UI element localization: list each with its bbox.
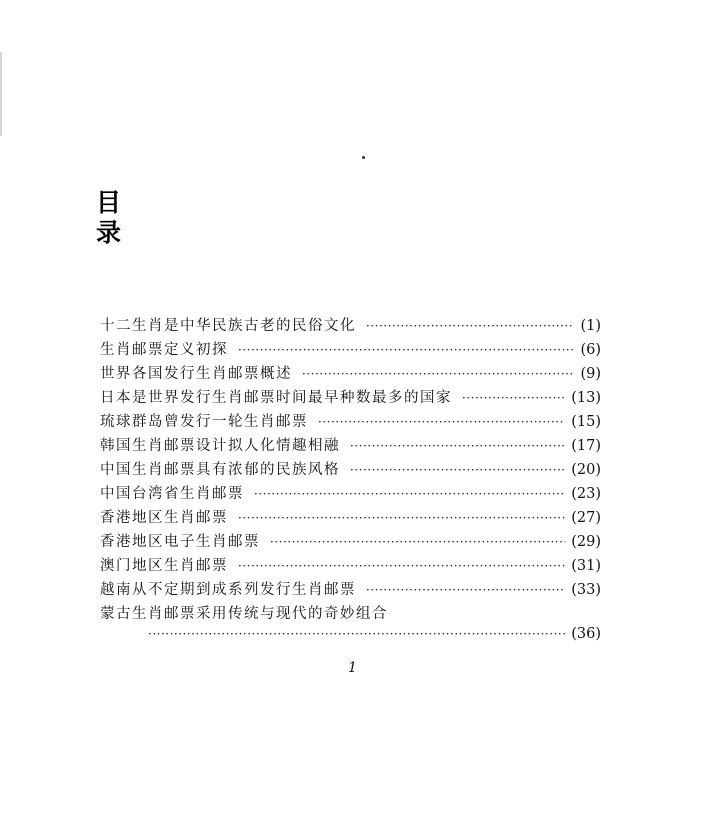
toc-entry-page: (1) — [580, 318, 601, 334]
toc-entry-page: (33) — [571, 582, 601, 598]
toc-entry — [100, 530, 601, 554]
toc-entry — [100, 458, 601, 482]
toc-entry — [100, 602, 601, 650]
toc-entry — [100, 338, 601, 362]
toc-entry-page: (36) — [571, 626, 601, 642]
dot-leader — [238, 511, 565, 525]
toc-entry-page: (13) — [571, 390, 601, 406]
toc-entry-title: 香港地区电子生肖邮票 — [100, 534, 260, 550]
toc-entry — [100, 554, 601, 578]
dot-leader — [254, 487, 565, 501]
dot-leader — [302, 367, 574, 381]
dot-leader — [366, 583, 565, 597]
dot-leader — [350, 439, 565, 453]
dot-leader — [462, 391, 565, 405]
toc-entry-page: (6) — [580, 342, 601, 358]
toc-entry-page: (17) — [571, 438, 601, 454]
toc-entry — [100, 386, 601, 410]
toc-entry — [100, 362, 601, 386]
dot-leader — [270, 535, 565, 549]
toc-entry — [100, 578, 601, 602]
toc-entry-title: 琉球群岛曾发行一轮生肖邮票 — [100, 414, 308, 430]
toc-entry-continuation — [148, 626, 601, 650]
toc-entry-title: 韩国生肖邮票设计拟人化情趣相融 — [100, 438, 340, 454]
toc-entry-title: 日本是世界发行生肖邮票时间最早种数最多的国家 — [100, 390, 452, 406]
toc-entry — [100, 506, 601, 530]
dot-leader — [238, 343, 574, 357]
page-number: 1 — [348, 660, 357, 676]
toc-entry-page: (20) — [571, 462, 601, 478]
toc-entry-page: (31) — [571, 558, 601, 574]
toc-heading-char-2: 录 — [96, 218, 122, 247]
toc-entry-title: 世界各国发行生肖邮票概述 — [100, 366, 292, 382]
toc-entry-title: 蒙古生肖邮票采用传统与现代的奇妙组合 — [100, 606, 388, 622]
toc-entry — [100, 482, 601, 506]
toc-entry-page: (29) — [571, 534, 601, 550]
dot-leader — [148, 627, 565, 641]
toc-entry — [100, 314, 601, 338]
toc-entry-title: 十二生肖是中华民族古老的民俗文化 — [100, 318, 356, 334]
toc-entry-title: 香港地区生肖邮票 — [100, 510, 228, 526]
dot-leader — [238, 559, 565, 573]
scan-edge-mark — [0, 52, 2, 136]
toc-entry-title: 中国生肖邮票具有浓郁的民族风格 — [100, 462, 340, 478]
toc-entry-title: 澳门地区生肖邮票 — [100, 558, 228, 574]
dot-leader — [366, 319, 574, 333]
toc-entry-page: (9) — [580, 366, 601, 382]
toc-entry-title: 越南从不定期到成系列发行生肖邮票 — [100, 582, 356, 598]
dot-leader — [350, 463, 565, 477]
toc-entry-page: (15) — [571, 414, 601, 430]
scan-speck — [362, 156, 365, 159]
toc-heading-char-1: 目 — [96, 188, 122, 217]
toc-entry-title: 生肖邮票定义初探 — [100, 342, 228, 358]
toc-entry — [100, 410, 601, 434]
toc-entry-title: 中国台湾省生肖邮票 — [100, 486, 244, 502]
toc-entry — [100, 434, 601, 458]
toc-entry-page: (23) — [571, 486, 601, 502]
table-of-contents — [100, 314, 601, 650]
toc-heading — [96, 188, 126, 248]
dot-leader — [318, 415, 565, 429]
toc-entry-page: (27) — [571, 510, 601, 526]
